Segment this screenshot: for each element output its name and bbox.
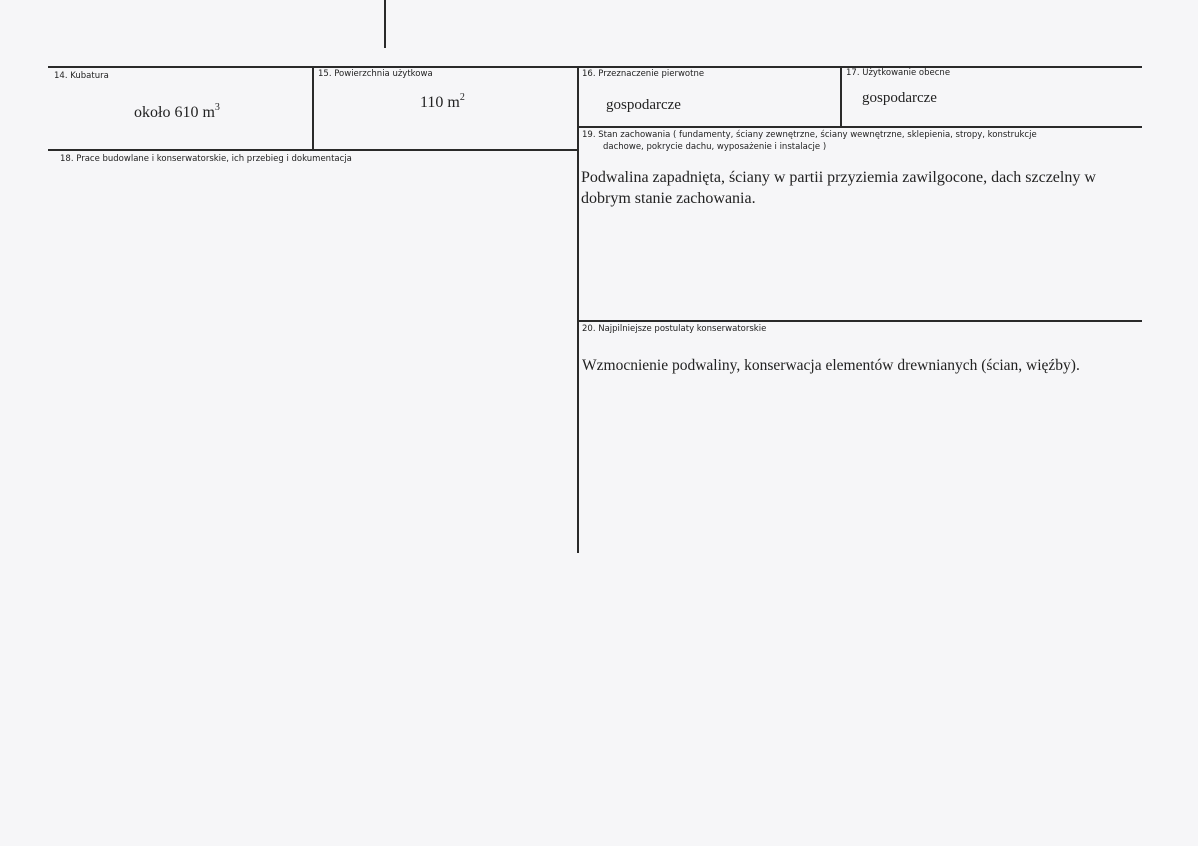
top-divider-line xyxy=(384,0,386,48)
field-14-label: 14. Kubatura xyxy=(54,71,109,81)
row-line-19-top xyxy=(578,126,1142,128)
field-19-label-line2: dachowe, pokrycie dachu, wyposażenie i instalacje ) xyxy=(603,142,827,152)
field-15-unit-exponent: 2 xyxy=(459,92,465,103)
field-17-label: 17. Użytkowanie obecne xyxy=(846,68,951,78)
field-17-value: gospodarcze xyxy=(862,90,937,106)
field-18-label: 18. Prace budowlane i konserwatorskie, ich przebieg i dokumentacja xyxy=(60,154,352,164)
field-19-value: Podwalina zapadnięta, ściany w partii przyziemia zawilgocone, dach szczelny w dobrym stanie zachowania. xyxy=(581,169,1096,207)
field-19-label-line1: 19. Stan zachowania ( fundamenty, ściany zewnętrzne, ściany wewnętrzne, sklepienia, stropy, konstrukcje xyxy=(582,130,1037,140)
col-divider-14-15 xyxy=(312,67,314,150)
field-20-value: Wzmocnienie podwaliny, konserwacja elementów drewnianych (ścian, więźby). xyxy=(582,357,1080,374)
field-16-value: gospodarcze xyxy=(606,97,681,113)
row-line-20-top xyxy=(578,320,1142,322)
row-line-18-top xyxy=(48,149,578,151)
field-20-label: 20. Najpilniejsze postulaty konserwatorskie xyxy=(582,324,767,334)
col-divider-15-16 xyxy=(577,67,579,553)
row1-top-line xyxy=(48,66,1142,68)
field-14-unit-exponent: 3 xyxy=(214,102,220,113)
field-16-label: 16. Przeznaczenie pierwotne xyxy=(582,69,705,79)
field-14-value xyxy=(134,104,220,122)
field-15-label: 15. Powierzchnia użytkowa xyxy=(318,69,433,79)
field-14-value-text: około 610 m xyxy=(134,104,215,121)
col-divider-16-17 xyxy=(840,67,842,127)
field-15-value-text: 110 m xyxy=(420,94,460,111)
field-15-value xyxy=(420,94,465,112)
